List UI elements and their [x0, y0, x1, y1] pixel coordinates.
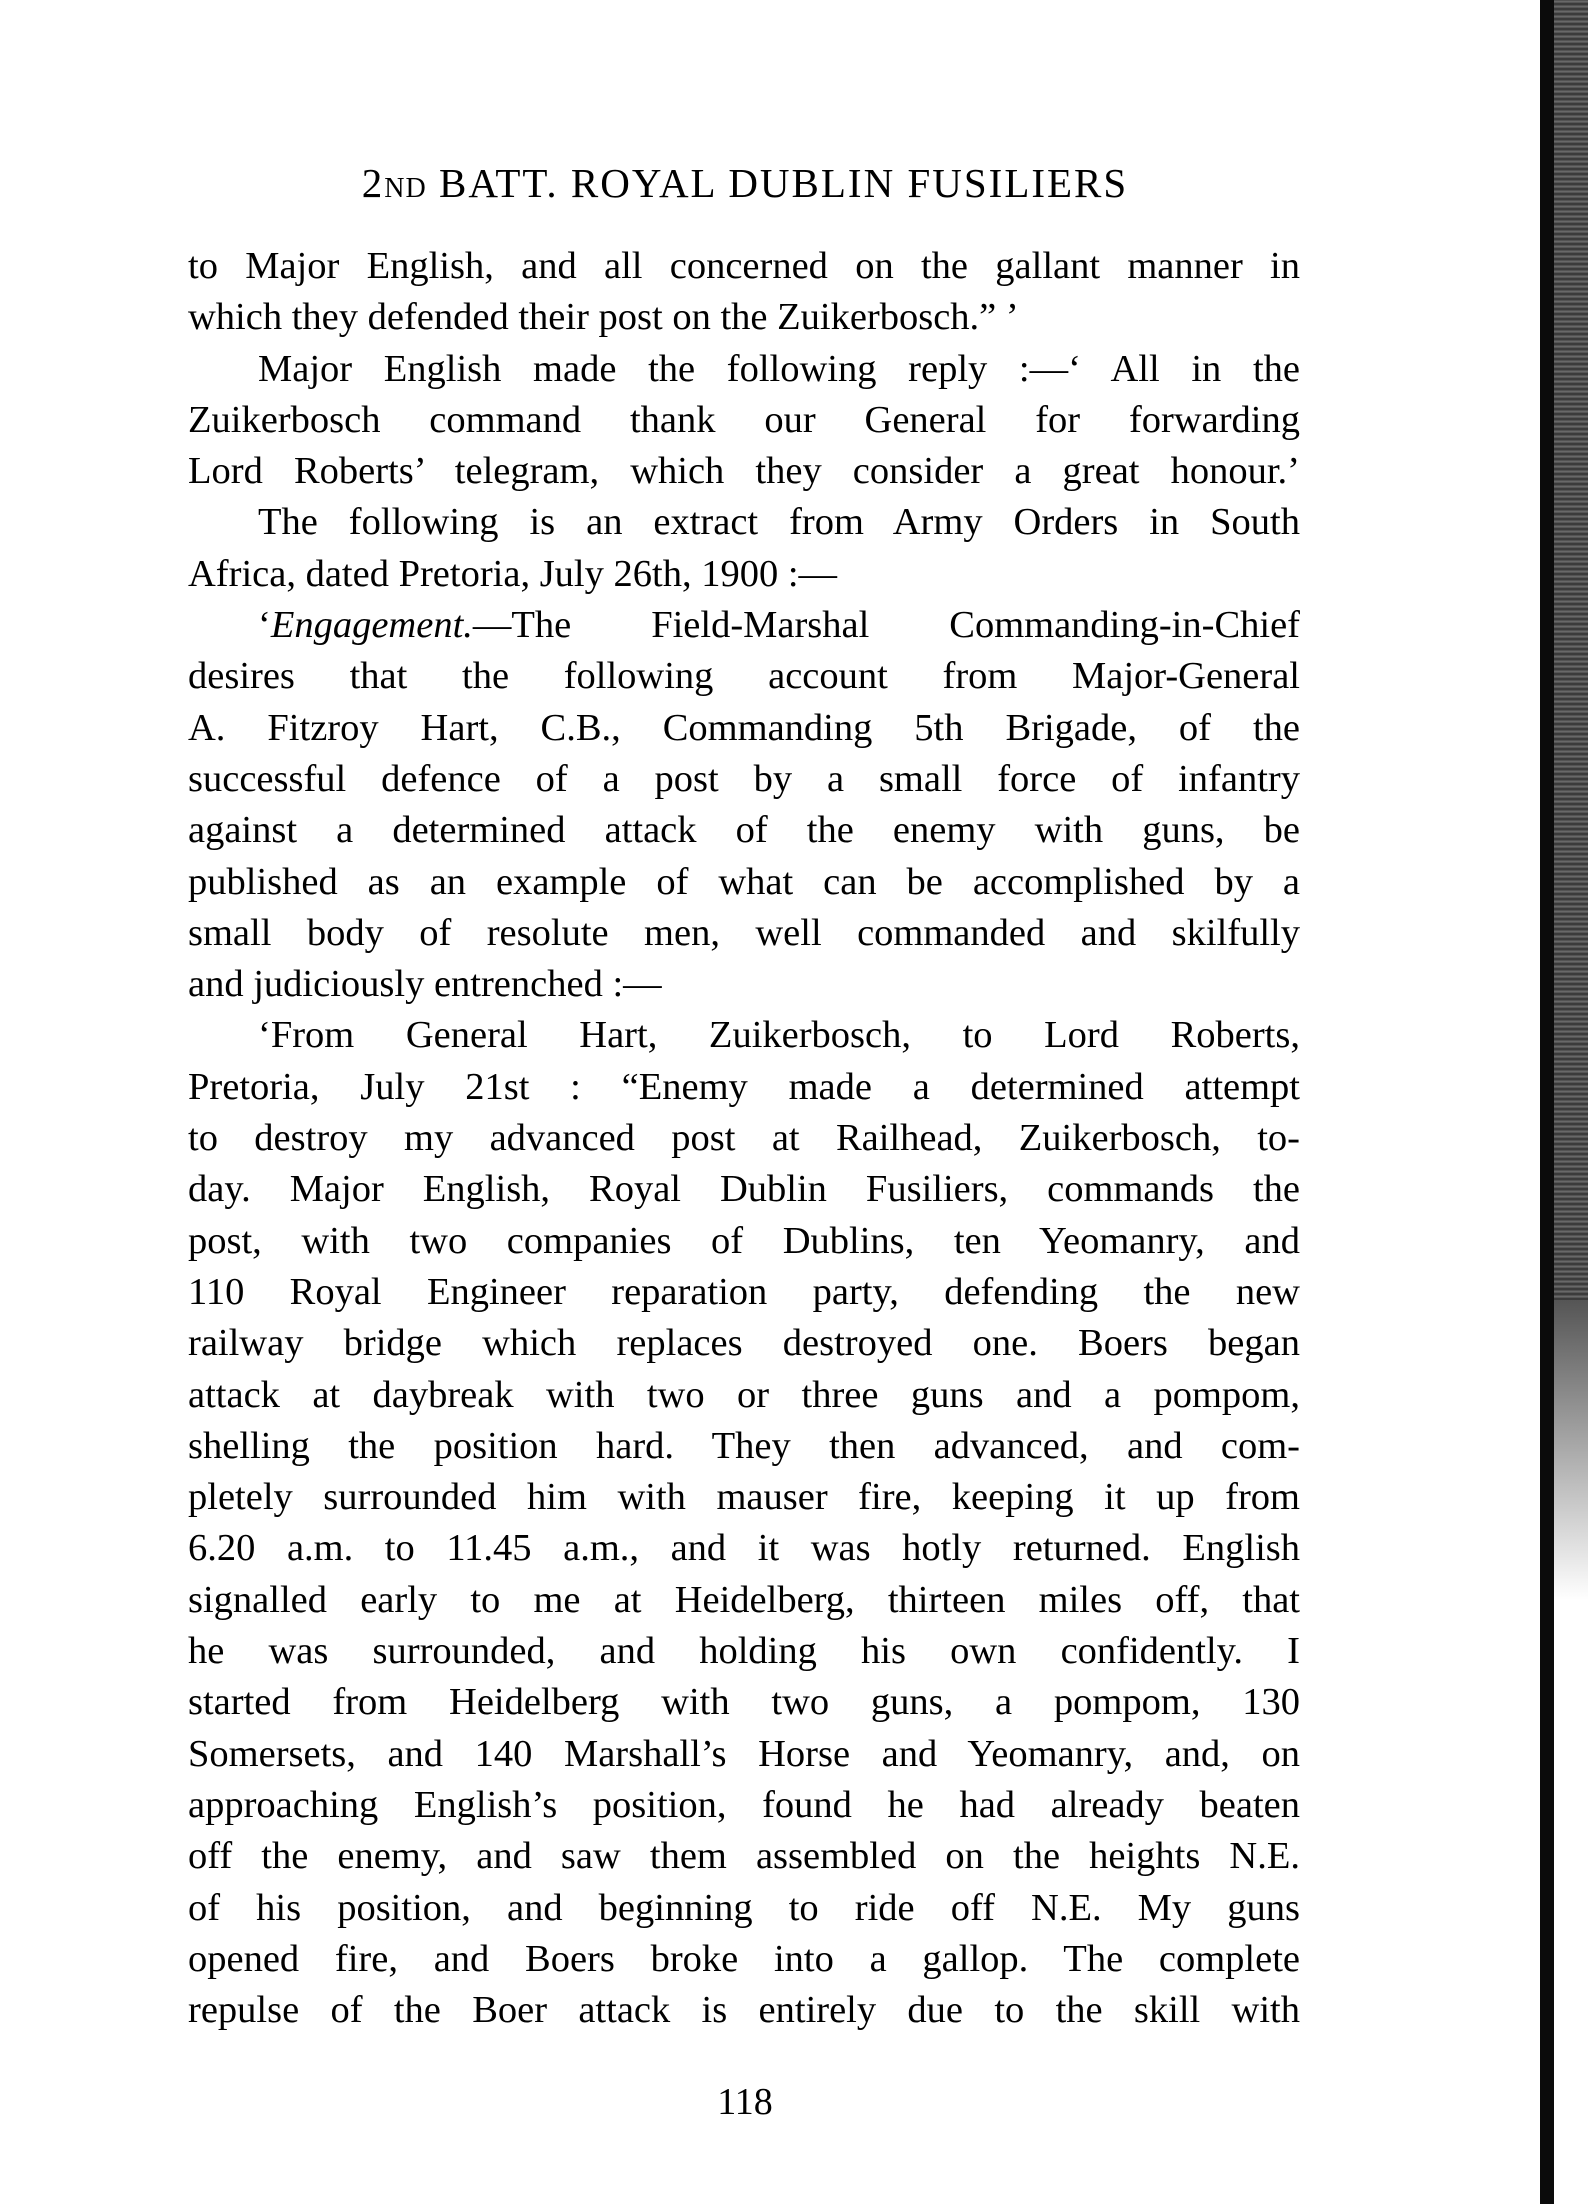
text-line: opened fire, and Boers broke into a gallop. The complete	[188, 1937, 1300, 1980]
text-line: which they defended their post on the Zuikerbosch.” ’	[188, 296, 1019, 339]
text-line: and judiciously entrenched :—	[188, 963, 662, 1006]
text-line: of his position, and beginning to ride off N.E. My guns	[188, 1886, 1300, 1929]
text-line: Africa, dated Pretoria, July 26th, 1900 :—	[188, 552, 838, 595]
text-line: 110 Royal Engineer reparation party, defending the new	[188, 1270, 1300, 1313]
scanned-binding-edge	[1540, 0, 1588, 2204]
text-line: to Major English, and all concerned on the gallant manner in	[188, 245, 1300, 287]
text-line: successful defence of a post by a small force of infantry	[188, 757, 1300, 800]
text-line: shelling the position hard. They then advanced, and com-	[188, 1424, 1300, 1467]
running-head	[0, 158, 1490, 214]
text-line: small body of resolute men, well commanded and skilfully	[188, 911, 1300, 954]
text-line: railway bridge which replaces destroyed one. Boers began	[188, 1322, 1300, 1365]
text-line: he was surrounded, and holding his own confidently. I	[188, 1630, 1300, 1673]
running-head-ordinal: ND	[384, 173, 427, 204]
line-rest: —The Field-Marshal Commanding-in-Chief	[472, 604, 1300, 647]
text-line: A. Fitzroy Hart, C.B., Commanding 5th Brigade, of the	[188, 706, 1300, 749]
binding-texture-fade	[1554, 1300, 1588, 1600]
paragraph-start-line: Major English made the following reply :—‘ All in the	[258, 347, 1300, 390]
text-line: attack at daybreak with two or three guns and a pompom,	[188, 1373, 1300, 1416]
text-line: off the enemy, and saw them assembled on the heights N.E.	[188, 1835, 1300, 1878]
text-line: desires that the following account from Major-General	[188, 655, 1300, 698]
text-line: against a determined attack of the enemy with guns, be	[188, 809, 1300, 852]
text-line: post, with two companies of Dublins, ten Yeomanry, and	[188, 1219, 1300, 1262]
paragraph-start-line: The following is an extract from Army Orders in South	[258, 501, 1300, 544]
open-quote: ‘	[258, 604, 271, 647]
text-line: to destroy my advanced post at Railhead, Zuikerbosch, to-	[188, 1117, 1300, 1160]
text-line: started from Heidelberg with two guns, a pompom, 130	[188, 1681, 1300, 1724]
running-head-title: BATT. ROYAL DUBLIN FUSILIERS	[438, 160, 1129, 206]
text-line: published as an example of what can be accomplished by a	[188, 860, 1300, 903]
running-head-number: 2	[361, 160, 385, 206]
text-line: signalled early to me at Heidelberg, thirteen miles off, that	[188, 1578, 1300, 1621]
text-line: Zuikerbosch command thank our General for forwarding	[188, 398, 1300, 441]
text-line: Pretoria, July 21st : “Enemy made a determined attempt	[188, 1065, 1300, 1108]
paragraph-start-line: ‘From General Hart, Zuikerbosch, to Lord Roberts,	[258, 1014, 1300, 1057]
binding-texture	[1554, 0, 1588, 1300]
text-line: pletely surrounded him with mauser fire, keeping it up from	[188, 1476, 1300, 1519]
page-number: 118	[717, 2081, 773, 2123]
text-line: day. Major English, Royal Dublin Fusiliers, commands the	[188, 1168, 1300, 1211]
text-line: repulse of the Boer attack is entirely due to the skill with	[188, 1989, 1300, 2032]
text-line: Lord Roberts’ telegram, which they consider a great honour.’	[188, 450, 1300, 493]
text-line: Somersets, and 140 Marshall’s Horse and Yeomanry, and, on	[188, 1732, 1300, 1775]
text-line: 6.20 a.m. to 11.45 a.m., and it was hotly returned. English	[188, 1527, 1300, 1570]
binding-shadow	[1540, 0, 1554, 2204]
paragraph-start-line	[188, 600, 1300, 651]
body-text	[188, 241, 1300, 2036]
text-line: approaching English’s position, found he had already beaten	[188, 1783, 1300, 1826]
italic-heading: Engagement.	[270, 604, 473, 647]
